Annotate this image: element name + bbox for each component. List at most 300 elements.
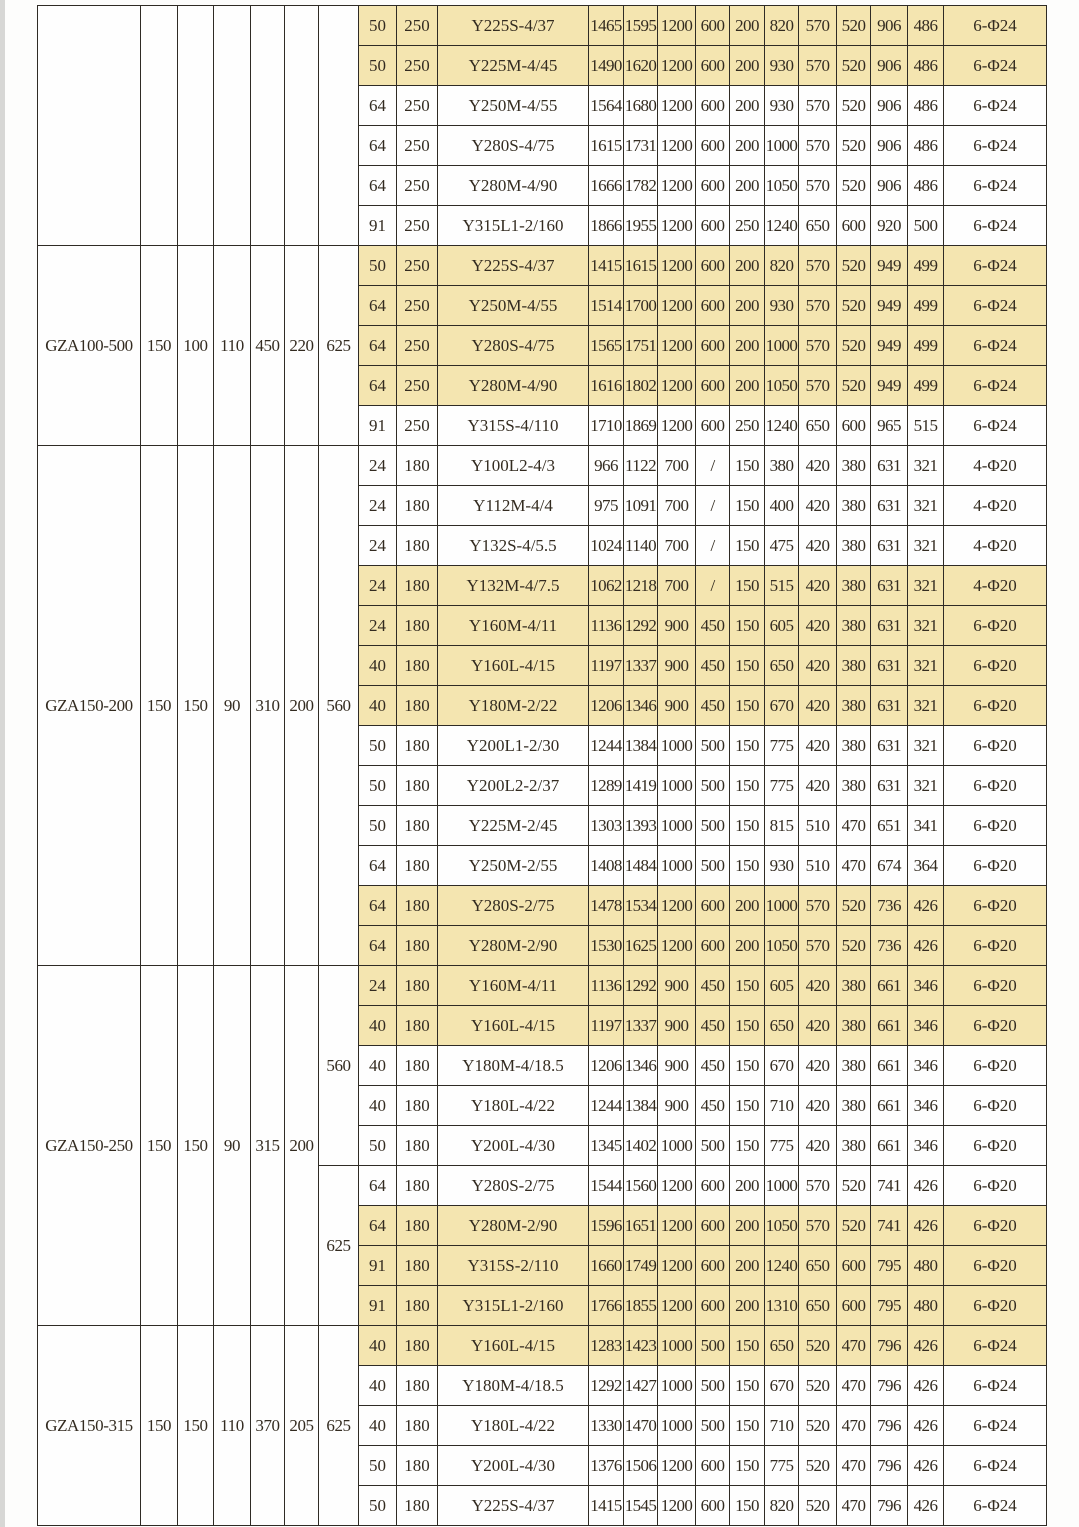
dimension-value-cell: 200 — [730, 366, 765, 406]
dimension-value-cell: 1000 — [765, 126, 799, 166]
flow-value-cell: 50 — [359, 1446, 397, 1486]
bolt-spec-cell: 6-Φ24 — [944, 1446, 1047, 1486]
dimension-value-cell: 1289 — [589, 766, 624, 806]
flow-value-cell: 40 — [359, 1406, 397, 1446]
dimension-value-cell: 900 — [658, 1046, 696, 1086]
dimension-value-cell: 1000 — [765, 326, 799, 366]
flow-value-cell: 64 — [359, 126, 397, 166]
dimension-value-cell: 520 — [799, 1406, 837, 1446]
dimension-value-cell: 1346 — [624, 1046, 658, 1086]
dimension-value-cell: 520 — [837, 286, 871, 326]
speed-value-cell: 180 — [397, 1006, 438, 1046]
dimension-value-cell: 1136 — [589, 606, 624, 646]
bolt-spec-cell: 6-Φ20 — [944, 606, 1047, 646]
dimension-value-cell: 1200 — [658, 6, 696, 46]
dimension-value-cell: 600 — [696, 1206, 730, 1246]
speed-value-cell: 180 — [397, 966, 438, 1006]
bolt-spec-cell: 6-Φ20 — [944, 766, 1047, 806]
dimension-value-cell: 949 — [871, 286, 908, 326]
speed-value-cell: 180 — [397, 1406, 438, 1446]
dimension-value-cell: 570 — [799, 46, 837, 86]
dimension-value-cell: 520 — [837, 886, 871, 926]
dimension-value-cell: 600 — [837, 406, 871, 446]
scan-edge-shadow — [0, 0, 5, 1527]
dimension-value-cell: 150 — [730, 446, 765, 486]
speed-value-cell: 180 — [397, 486, 438, 526]
dimension-value-cell: 1050 — [765, 366, 799, 406]
dimension-value-cell: 631 — [871, 446, 908, 486]
dimension-value-cell: 1666 — [589, 166, 624, 206]
dimension-value-cell: 380 — [837, 606, 871, 646]
bolt-spec-cell: 6-Φ24 — [944, 1486, 1047, 1526]
dimension-value-cell: 570 — [799, 886, 837, 926]
dimension-value-cell: 670 — [765, 1366, 799, 1406]
dimension-value-cell: 150 — [730, 486, 765, 526]
dimension-cell — [251, 6, 285, 246]
dimension-value-cell: 150 — [730, 1446, 765, 1486]
dimension-value-cell: 520 — [837, 366, 871, 406]
dimension-value-cell: 651 — [871, 806, 908, 846]
speed-value-cell: 250 — [397, 406, 438, 446]
motor-model-cell: Y180L-4/22 — [438, 1406, 589, 1446]
speed-value-cell: 250 — [397, 286, 438, 326]
dimension-value-cell: 900 — [658, 606, 696, 646]
dimension-value-cell: 1402 — [624, 1126, 658, 1166]
table-row — [38, 6, 1047, 46]
dimension-value-cell: 965 — [871, 406, 908, 446]
dimension-value-cell: 150 — [730, 1326, 765, 1366]
dimension-cell: 315 — [251, 966, 285, 1326]
motor-model-cell: Y315S-2/110 — [438, 1246, 589, 1286]
dimension-value-cell: 710 — [765, 1086, 799, 1126]
dimension-value-cell: 450 — [696, 1006, 730, 1046]
speed-value-cell: 180 — [397, 526, 438, 566]
dimension-value-cell: 150 — [730, 766, 765, 806]
speed-value-cell: 250 — [397, 166, 438, 206]
flow-value-cell: 64 — [359, 846, 397, 886]
dimension-value-cell: 1197 — [589, 1006, 624, 1046]
flow-value-cell: 40 — [359, 686, 397, 726]
dimension-value-cell: 380 — [837, 646, 871, 686]
dimension-value-cell: 600 — [696, 166, 730, 206]
dimension-value-cell: 520 — [837, 6, 871, 46]
dimension-value-cell: 570 — [799, 86, 837, 126]
bolt-spec-cell: 6-Φ24 — [944, 1406, 1047, 1446]
dimension-value-cell: 1506 — [624, 1446, 658, 1486]
motor-model-cell: Y132S-4/5.5 — [438, 526, 589, 566]
pump-model-cell: GZA150-315 — [38, 1326, 141, 1526]
bolt-spec-cell: 6-Φ24 — [944, 46, 1047, 86]
dimension-value-cell: 364 — [908, 846, 944, 886]
dimension-value-cell: 1615 — [624, 246, 658, 286]
motor-model-cell: Y180L-4/22 — [438, 1086, 589, 1126]
dimension-value-cell: 600 — [696, 886, 730, 926]
flow-value-cell: 24 — [359, 526, 397, 566]
dimension-value-cell: 500 — [696, 1326, 730, 1366]
motor-model-cell: Y315L1-2/160 — [438, 1286, 589, 1326]
base-dimension-cell: 625 — [319, 246, 359, 446]
motor-model-cell: Y250M-2/55 — [438, 846, 589, 886]
dimension-value-cell: 650 — [765, 646, 799, 686]
flow-value-cell: 24 — [359, 966, 397, 1006]
dimension-value-cell: 600 — [837, 1286, 871, 1326]
dimension-value-cell: 975 — [589, 486, 624, 526]
dimension-value-cell: 600 — [696, 1486, 730, 1526]
dimension-value-cell: 700 — [658, 526, 696, 566]
dimension-value-cell: 150 — [730, 1046, 765, 1086]
dimension-cell: 150 — [141, 966, 178, 1326]
dimension-value-cell: 1710 — [589, 406, 624, 446]
dimension-value-cell: 321 — [908, 566, 944, 606]
flow-value-cell: 40 — [359, 646, 397, 686]
dimension-value-cell: 700 — [658, 446, 696, 486]
motor-model-cell: Y225S-4/37 — [438, 6, 589, 46]
dimension-cell — [285, 6, 319, 246]
flow-value-cell: 40 — [359, 1366, 397, 1406]
bolt-spec-cell: 6-Φ24 — [944, 6, 1047, 46]
dimension-value-cell: / — [696, 486, 730, 526]
speed-value-cell: 180 — [397, 846, 438, 886]
dimension-value-cell: 380 — [837, 526, 871, 566]
dimension-value-cell: 420 — [799, 566, 837, 606]
bolt-spec-cell: 6-Φ24 — [944, 286, 1047, 326]
dimension-value-cell: 1200 — [658, 246, 696, 286]
dimension-cell: 200 — [285, 446, 319, 966]
flow-value-cell: 91 — [359, 406, 397, 446]
bolt-spec-cell: 6-Φ20 — [944, 1166, 1047, 1206]
dimension-value-cell: 1200 — [658, 1166, 696, 1206]
dimension-value-cell: 200 — [730, 126, 765, 166]
dimension-value-cell: 250 — [730, 406, 765, 446]
dimension-value-cell: 1197 — [589, 646, 624, 686]
flow-value-cell: 64 — [359, 366, 397, 406]
dimension-value-cell: 1376 — [589, 1446, 624, 1486]
dimension-value-cell: 815 — [765, 806, 799, 846]
bolt-spec-cell: 6-Φ20 — [944, 1206, 1047, 1246]
pump-model-cell — [38, 6, 141, 246]
dimension-value-cell: 600 — [696, 206, 730, 246]
dimension-value-cell: 450 — [696, 606, 730, 646]
motor-model-cell: Y180M-4/18.5 — [438, 1046, 589, 1086]
dimension-value-cell: 600 — [696, 1446, 730, 1486]
base-dimension-cell — [319, 6, 359, 246]
dimension-value-cell: 631 — [871, 646, 908, 686]
pump-model-cell: GZA150-200 — [38, 446, 141, 966]
dimension-value-cell: 200 — [730, 246, 765, 286]
dimension-value-cell: 520 — [799, 1326, 837, 1366]
dimension-value-cell: 1000 — [658, 846, 696, 886]
dimension-value-cell: 674 — [871, 846, 908, 886]
pump-spec-table — [37, 5, 1047, 1526]
speed-value-cell: 180 — [397, 1206, 438, 1246]
dimension-value-cell: 900 — [658, 1086, 696, 1126]
dimension-value-cell: 150 — [730, 686, 765, 726]
dimension-value-cell: 1000 — [658, 726, 696, 766]
speed-value-cell: 180 — [397, 726, 438, 766]
dimension-value-cell: 796 — [871, 1406, 908, 1446]
dimension-value-cell: 600 — [696, 366, 730, 406]
dimension-value-cell: 631 — [871, 686, 908, 726]
dimension-value-cell: 470 — [837, 1406, 871, 1446]
dimension-value-cell: 650 — [799, 206, 837, 246]
motor-model-cell: Y200L-4/30 — [438, 1446, 589, 1486]
dimension-value-cell: 150 — [730, 846, 765, 886]
dimension-value-cell: 470 — [837, 846, 871, 886]
dimension-cell: 150 — [141, 246, 178, 446]
flow-value-cell: 50 — [359, 766, 397, 806]
dimension-value-cell: 1200 — [658, 886, 696, 926]
speed-value-cell: 180 — [397, 806, 438, 846]
base-dimension-cell: 560 — [319, 966, 359, 1166]
pump-model-cell: GZA100-500 — [38, 246, 141, 446]
dimension-value-cell: 346 — [908, 1086, 944, 1126]
bolt-spec-cell: 4-Φ20 — [944, 566, 1047, 606]
dimension-value-cell: 605 — [765, 606, 799, 646]
dimension-value-cell: 321 — [908, 686, 944, 726]
dimension-value-cell: 321 — [908, 726, 944, 766]
motor-model-cell: Y225S-4/37 — [438, 246, 589, 286]
dimension-value-cell: 426 — [908, 926, 944, 966]
dimension-value-cell: 1200 — [658, 1486, 696, 1526]
speed-value-cell: 250 — [397, 246, 438, 286]
dimension-value-cell: 1024 — [589, 526, 624, 566]
dimension-value-cell: 1423 — [624, 1326, 658, 1366]
motor-model-cell: Y160M-4/11 — [438, 966, 589, 1006]
dimension-value-cell: 1200 — [658, 1446, 696, 1486]
dimension-value-cell: 486 — [908, 6, 944, 46]
dimension-value-cell: 661 — [871, 1006, 908, 1046]
dimension-value-cell: 500 — [696, 1406, 730, 1446]
dimension-value-cell: 600 — [696, 246, 730, 286]
dimension-value-cell: 631 — [871, 726, 908, 766]
dimension-value-cell: 741 — [871, 1166, 908, 1206]
table-row — [38, 446, 1047, 486]
bolt-spec-cell: 6-Φ20 — [944, 806, 1047, 846]
dimension-value-cell: 450 — [696, 966, 730, 1006]
dimension-value-cell: 346 — [908, 1046, 944, 1086]
bolt-spec-cell: 6-Φ20 — [944, 726, 1047, 766]
dimension-cell: 110 — [214, 1326, 251, 1526]
dimension-value-cell: 661 — [871, 1086, 908, 1126]
dimension-value-cell: 1490 — [589, 46, 624, 86]
speed-value-cell: 180 — [397, 1366, 438, 1406]
dimension-value-cell: 486 — [908, 166, 944, 206]
bolt-spec-cell: 6-Φ20 — [944, 1126, 1047, 1166]
dimension-value-cell: / — [696, 526, 730, 566]
dimension-cell: 150 — [178, 966, 214, 1326]
dimension-value-cell: 1337 — [624, 646, 658, 686]
dimension-value-cell: 1625 — [624, 926, 658, 966]
dimension-value-cell: 600 — [696, 1286, 730, 1326]
dimension-value-cell: 600 — [837, 206, 871, 246]
dimension-value-cell: 510 — [799, 806, 837, 846]
dimension-value-cell: 570 — [799, 326, 837, 366]
dimension-value-cell: 1869 — [624, 406, 658, 446]
motor-model-cell: Y180M-2/22 — [438, 686, 589, 726]
base-dimension-cell: 625 — [319, 1326, 359, 1526]
dimension-value-cell: 480 — [908, 1286, 944, 1326]
dimension-value-cell: 930 — [765, 86, 799, 126]
bolt-spec-cell: 6-Φ24 — [944, 86, 1047, 126]
dimension-cell: 150 — [178, 446, 214, 966]
dimension-value-cell: 1346 — [624, 686, 658, 726]
flow-value-cell: 40 — [359, 1086, 397, 1126]
speed-value-cell: 180 — [397, 1246, 438, 1286]
dimension-value-cell: 470 — [837, 1366, 871, 1406]
dimension-value-cell: 200 — [730, 166, 765, 206]
dimension-value-cell: 380 — [837, 1006, 871, 1046]
dimension-value-cell: 1200 — [658, 126, 696, 166]
dimension-value-cell: 520 — [837, 1166, 871, 1206]
dimension-value-cell: 470 — [837, 1446, 871, 1486]
dimension-value-cell: 321 — [908, 766, 944, 806]
dimension-value-cell: 346 — [908, 1006, 944, 1046]
dimension-value-cell: 520 — [837, 246, 871, 286]
dimension-value-cell: 736 — [871, 926, 908, 966]
dimension-value-cell: 486 — [908, 46, 944, 86]
dimension-value-cell: 650 — [799, 1246, 837, 1286]
dimension-value-cell: 486 — [908, 86, 944, 126]
dimension-value-cell: 520 — [837, 46, 871, 86]
bolt-spec-cell: 6-Φ20 — [944, 1006, 1047, 1046]
flow-value-cell: 50 — [359, 1126, 397, 1166]
dimension-cell: 220 — [285, 246, 319, 446]
dimension-value-cell: 1200 — [658, 46, 696, 86]
dimension-value-cell: 200 — [730, 1206, 765, 1246]
dimension-value-cell: 600 — [696, 1246, 730, 1286]
dimension-value-cell: 600 — [837, 1246, 871, 1286]
dimension-value-cell: 480 — [908, 1246, 944, 1286]
dimension-cell: 200 — [285, 966, 319, 1326]
dimension-value-cell: 520 — [799, 1446, 837, 1486]
dimension-value-cell: 150 — [730, 1486, 765, 1526]
dimension-value-cell: 906 — [871, 6, 908, 46]
speed-value-cell: 250 — [397, 366, 438, 406]
motor-model-cell: Y160L-4/15 — [438, 1006, 589, 1046]
speed-value-cell: 180 — [397, 1046, 438, 1086]
dimension-value-cell: 1651 — [624, 1206, 658, 1246]
dimension-value-cell: 346 — [908, 1126, 944, 1166]
dimension-value-cell: 1866 — [589, 206, 624, 246]
dimension-value-cell: 820 — [765, 246, 799, 286]
dimension-value-cell: 150 — [730, 526, 765, 566]
motor-model-cell: Y315L1-2/160 — [438, 206, 589, 246]
dimension-value-cell: 1660 — [589, 1246, 624, 1286]
dimension-value-cell: 1415 — [589, 1486, 624, 1526]
dimension-value-cell: 1200 — [658, 326, 696, 366]
dimension-value-cell: 341 — [908, 806, 944, 846]
dimension-value-cell: 1000 — [658, 1126, 696, 1166]
dimension-value-cell: 380 — [837, 766, 871, 806]
dimension-value-cell: 1200 — [658, 206, 696, 246]
dimension-value-cell: 570 — [799, 166, 837, 206]
motor-model-cell: Y160M-4/11 — [438, 606, 589, 646]
dimension-value-cell: 796 — [871, 1446, 908, 1486]
dimension-value-cell: 500 — [696, 1126, 730, 1166]
dimension-value-cell: 1200 — [658, 1286, 696, 1326]
bolt-spec-cell: 6-Φ24 — [944, 1366, 1047, 1406]
dimension-value-cell: 1050 — [765, 166, 799, 206]
dimension-value-cell: 1000 — [658, 766, 696, 806]
dimension-value-cell: 906 — [871, 46, 908, 86]
bolt-spec-cell: 6-Φ20 — [944, 1286, 1047, 1326]
flow-value-cell: 40 — [359, 1046, 397, 1086]
dimension-value-cell: 200 — [730, 286, 765, 326]
dimension-value-cell: 200 — [730, 886, 765, 926]
pump-model-cell: GZA150-250 — [38, 966, 141, 1326]
dimension-value-cell: 426 — [908, 1326, 944, 1366]
dimension-value-cell: 1140 — [624, 526, 658, 566]
bolt-spec-cell: 6-Φ20 — [944, 1046, 1047, 1086]
flow-value-cell: 91 — [359, 1286, 397, 1326]
bolt-spec-cell: 4-Φ20 — [944, 526, 1047, 566]
dimension-value-cell: 420 — [799, 1086, 837, 1126]
dimension-value-cell: 1855 — [624, 1286, 658, 1326]
flow-value-cell: 50 — [359, 1486, 397, 1526]
dimension-value-cell: 1484 — [624, 846, 658, 886]
dimension-cell: 90 — [214, 446, 251, 966]
speed-value-cell: 180 — [397, 686, 438, 726]
dimension-value-cell: 380 — [837, 1086, 871, 1126]
dimension-value-cell: 1000 — [658, 1406, 696, 1446]
dimension-value-cell: 1337 — [624, 1006, 658, 1046]
dimension-value-cell: 1415 — [589, 246, 624, 286]
dimension-value-cell: 920 — [871, 206, 908, 246]
flow-value-cell: 64 — [359, 1206, 397, 1246]
dimension-value-cell: 1393 — [624, 806, 658, 846]
dimension-value-cell: 570 — [799, 6, 837, 46]
dimension-value-cell: 736 — [871, 886, 908, 926]
dimension-value-cell: 700 — [658, 566, 696, 606]
dimension-cell: 205 — [285, 1326, 319, 1526]
flow-value-cell: 50 — [359, 246, 397, 286]
motor-model-cell: Y280S-2/75 — [438, 1166, 589, 1206]
dimension-value-cell: 661 — [871, 966, 908, 1006]
dimension-value-cell: 600 — [696, 1166, 730, 1206]
flow-value-cell: 40 — [359, 1326, 397, 1366]
flow-value-cell: 50 — [359, 46, 397, 86]
dimension-value-cell: 1731 — [624, 126, 658, 166]
dimension-value-cell: 631 — [871, 486, 908, 526]
dimension-value-cell: 1530 — [589, 926, 624, 966]
dimension-value-cell: 200 — [730, 86, 765, 126]
dimension-value-cell: 426 — [908, 1206, 944, 1246]
dimension-value-cell: 1292 — [589, 1366, 624, 1406]
dimension-value-cell: 426 — [908, 1406, 944, 1446]
motor-model-cell: Y225S-4/37 — [438, 1486, 589, 1526]
bolt-spec-cell: 6-Φ20 — [944, 926, 1047, 966]
dimension-value-cell: 250 — [730, 206, 765, 246]
dimension-value-cell: 1478 — [589, 886, 624, 926]
dimension-value-cell: 966 — [589, 446, 624, 486]
dimension-value-cell: 499 — [908, 366, 944, 406]
dimension-value-cell: 470 — [837, 1326, 871, 1366]
dimension-cell: 100 — [178, 246, 214, 446]
dimension-value-cell: 906 — [871, 166, 908, 206]
dimension-value-cell: 150 — [730, 1406, 765, 1446]
dimension-value-cell: 1565 — [589, 326, 624, 366]
dimension-value-cell: 1050 — [765, 926, 799, 966]
flow-value-cell: 64 — [359, 886, 397, 926]
dimension-value-cell: 515 — [908, 406, 944, 446]
dimension-value-cell: 150 — [730, 1086, 765, 1126]
dimension-value-cell: 700 — [658, 486, 696, 526]
dimension-value-cell: 1596 — [589, 1206, 624, 1246]
bolt-spec-cell: 6-Φ20 — [944, 846, 1047, 886]
dimension-value-cell: 775 — [765, 1126, 799, 1166]
dimension-value-cell: 150 — [730, 1006, 765, 1046]
bolt-spec-cell: 6-Φ24 — [944, 206, 1047, 246]
